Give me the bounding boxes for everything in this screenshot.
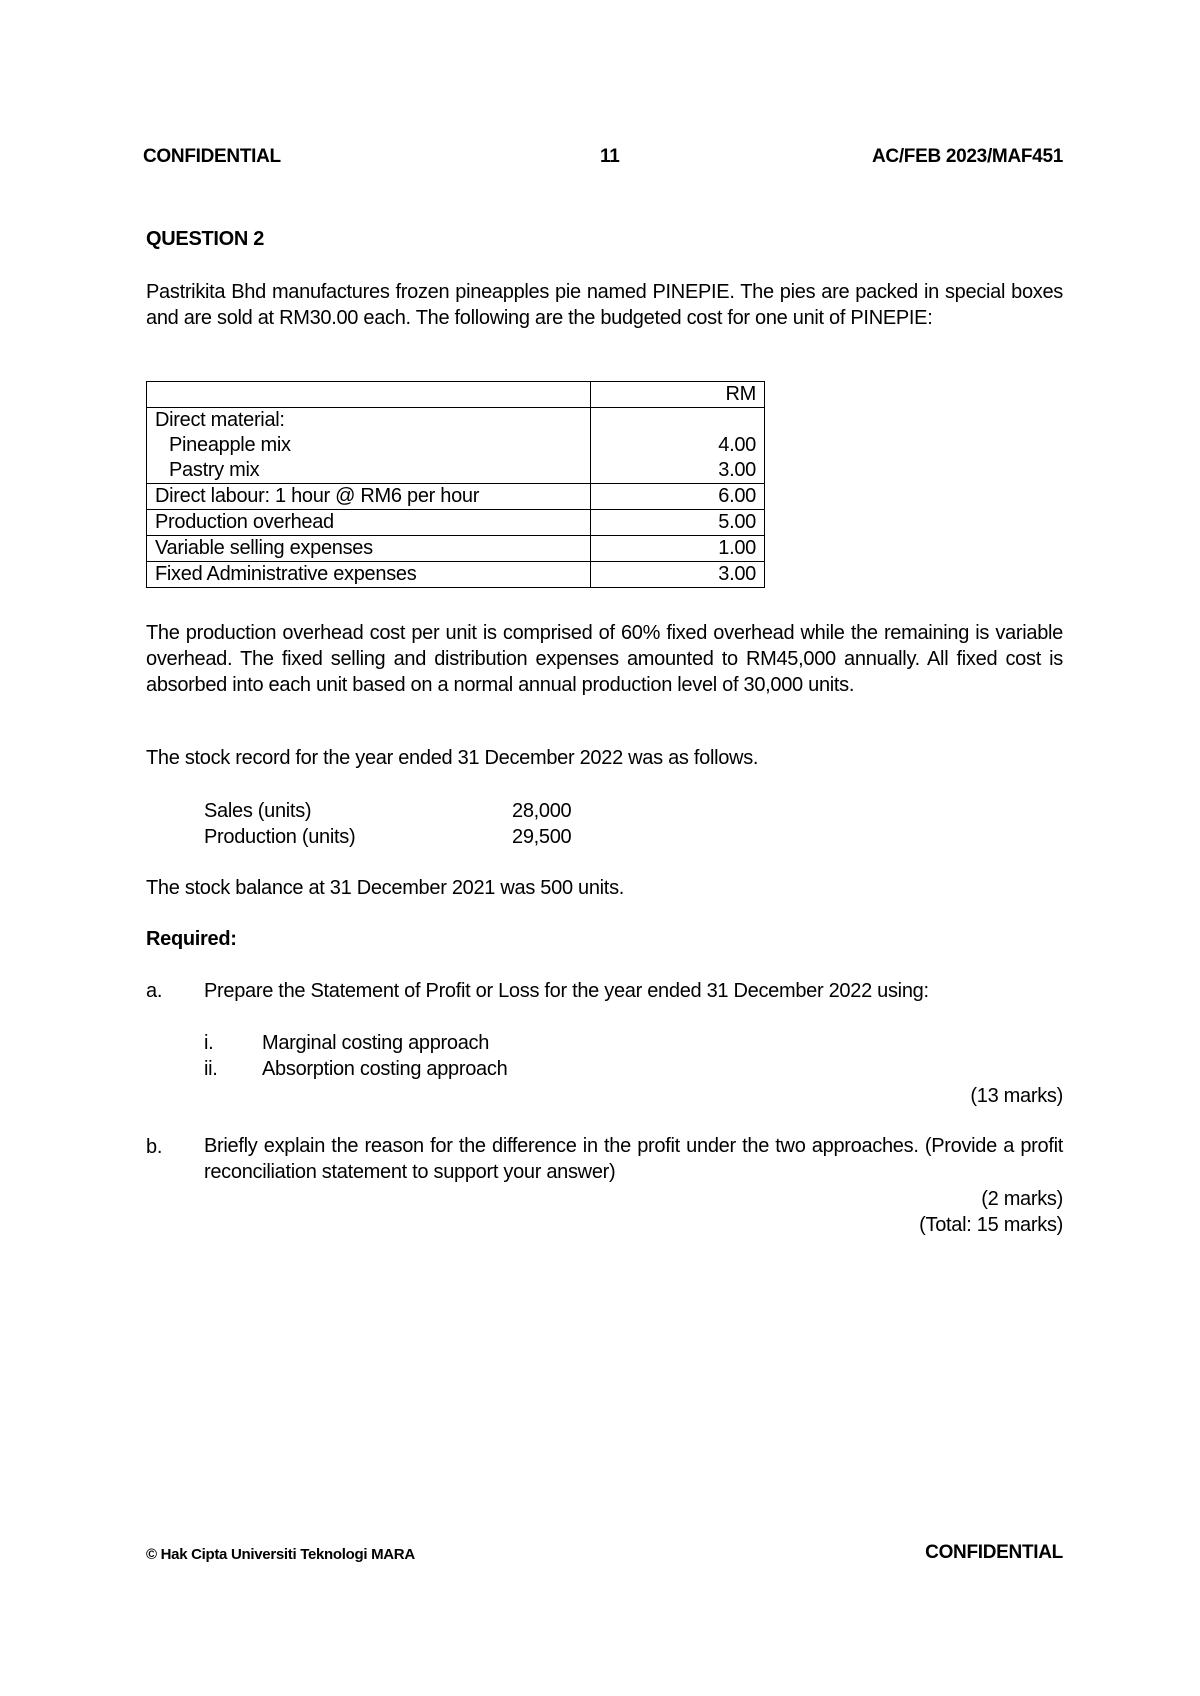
- part-a-item-text: Absorption costing approach: [262, 1058, 508, 1080]
- required-label: Required:: [146, 928, 237, 950]
- stock-label: Sales (units): [204, 800, 312, 822]
- part-a-marks: (13 marks): [970, 1085, 1063, 1107]
- table-row: [147, 458, 765, 484]
- footer-copyright: © Hak Cipta Universiti Teknologi MARA: [146, 1546, 415, 1563]
- row-label: Direct labour: 1 hour @ RM6 per hour: [147, 484, 591, 510]
- row-value: 5.00: [591, 510, 765, 536]
- row-label: Fixed Administrative expenses: [147, 562, 591, 588]
- part-a-item-text: Marginal costing approach: [262, 1032, 490, 1054]
- row-label: Pineapple mix: [147, 433, 591, 458]
- row-label: Production overhead: [147, 510, 591, 536]
- direct-material-label: Direct material:: [147, 408, 591, 434]
- overhead-paragraph: The production overhead cost per unit is comprised of 60% fixed overhead while the remaining is variable overhead. The fixed selling and distribution expenses amounted to RM45,000 annually. All fixed cost is absorbed into each unit based on a normal annual production level of 30,000 units.: [146, 622, 1063, 696]
- row-value: 6.00: [591, 484, 765, 510]
- table-row: [147, 433, 765, 458]
- table-row: [147, 408, 765, 434]
- part-a-item-num: i.: [204, 1032, 214, 1054]
- stock-balance: The stock balance at 31 December 2021 was 500 units.: [146, 877, 625, 899]
- intro-paragraph: Pastrikita Bhd manufactures frozen pineapples pie named PINEPIE. The pies are packed in special boxes and are sold at RM30.00 each. The following are the budgeted cost for one unit of PINEPIE:: [146, 281, 1063, 329]
- part-a-item-num: ii.: [204, 1058, 218, 1080]
- part-b-letter: b.: [146, 1136, 163, 1158]
- part-b-text: Briefly explain the reason for the difference in the profit under the two approaches. (Provide a profit reconciliation statement to support your answer): [204, 1135, 1063, 1183]
- table-header-currency: RM: [591, 382, 765, 408]
- table-header-row: [147, 382, 765, 408]
- row-label: Pastry mix: [147, 458, 591, 484]
- stock-value: 29,500: [512, 826, 572, 848]
- row-value: 3.00: [591, 562, 765, 588]
- question-title: QUESTION 2: [146, 228, 265, 250]
- stock-label: Production (units): [204, 826, 356, 848]
- header-confidential: CONFIDENTIAL: [143, 146, 281, 167]
- cost-table: [146, 381, 765, 588]
- table-row: [147, 510, 765, 536]
- total-marks: (Total: 15 marks): [919, 1214, 1063, 1236]
- table-row: [147, 562, 765, 588]
- part-a-text: Prepare the Statement of Profit or Loss for the year ended 31 December 2022 using:: [204, 980, 929, 1002]
- part-b-marks: (2 marks): [981, 1188, 1063, 1210]
- footer-confidential: CONFIDENTIAL: [925, 1542, 1063, 1563]
- table-cell-blank: [591, 408, 765, 434]
- table-row: [147, 536, 765, 562]
- row-label: Variable selling expenses: [147, 536, 591, 562]
- table-header-blank: [147, 382, 591, 408]
- stock-intro: The stock record for the year ended 31 December 2022 was as follows.: [146, 747, 759, 769]
- table-row: [147, 484, 765, 510]
- row-value: 1.00: [591, 536, 765, 562]
- stock-value: 28,000: [512, 800, 572, 822]
- row-value: 3.00: [591, 458, 765, 484]
- row-value: 4.00: [591, 433, 765, 458]
- part-a-letter: a.: [146, 980, 163, 1002]
- document-code: AC/FEB 2023/MAF451: [871, 146, 1063, 167]
- page-number: 11: [600, 146, 620, 167]
